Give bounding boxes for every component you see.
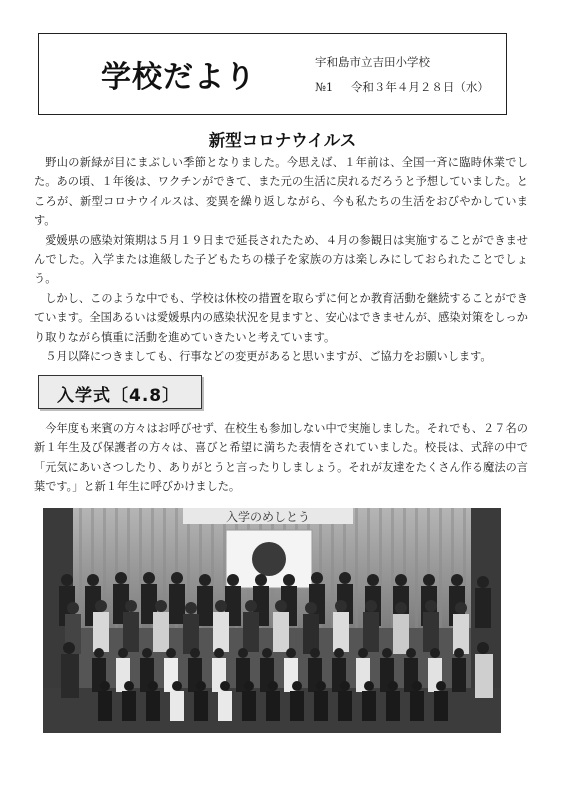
school-name: 宇和島市立吉田小学校 — [315, 55, 430, 69]
ceremony-heading — [38, 375, 202, 409]
group-photo-image — [43, 508, 501, 733]
covid-article — [34, 153, 528, 366]
masthead — [38, 33, 507, 115]
newsletter-title: 学校だより — [101, 60, 256, 95]
flag-circle — [252, 542, 286, 576]
section-title-covid: 新型コロナウイルス — [208, 131, 357, 150]
ceremony-article — [34, 419, 528, 497]
covid-paragraph: ５月以降につきましても、行事などの変更があると思いますが、ご協力をお願いします。 — [45, 350, 492, 364]
covid-paragraph: 愛媛県の感染対策期は５月１９日まで延長されたため、４月の参観日は実施することができませんでした。入学または進級した子どもたちの様子を家族の方は楽しみにしておられたことでしょう。 — [34, 233, 528, 286]
group-photo — [43, 508, 501, 733]
issue-line — [315, 79, 503, 95]
banner-text: 入学のめしとう — [225, 510, 311, 524]
issue-number: №1 — [315, 80, 334, 94]
ceremony-paragraph: 今年度も来賓の方々はお呼びせず、在校生も参加しない中で実施しました。それでも、２７名の新１年生及び保護者の方々は、喜びと希望に満ちた表情をされていました。校長は、式辞の中で「元気にあいさつしたり、ありがとうと言ったりしましょう。それが友達をたくさん作る魔法の言葉です。」と新１年生に呼びかけました。 — [34, 422, 528, 494]
ceremony-heading-label: 入学式〔4.8〕 — [57, 386, 181, 406]
covid-paragraph: しかし、このような中でも、学校は休校の措置を取らずに何とか教育活動を継続することができています。全国あるいは愛媛県内の感染状況を見ますと、安心はできませんが、感染対策をしっかり取りながら慎重に活動を進めていきたいと考えています。 — [34, 291, 528, 344]
covid-paragraph: 野山の新緑が目にまぶしい季節となりました。今思えば、１年前は、全国一斉に臨時休業でした。あの頃、１年後は、ワクチンができて、また元の生活に戻れるだろうと予想していました。ところが、新型コロナウイルスは、変異を繰り返しながら、今も私たちの生活をおびやかしています。 — [34, 156, 528, 228]
issue-date: 令和３年４月２８日（水） — [350, 80, 489, 94]
